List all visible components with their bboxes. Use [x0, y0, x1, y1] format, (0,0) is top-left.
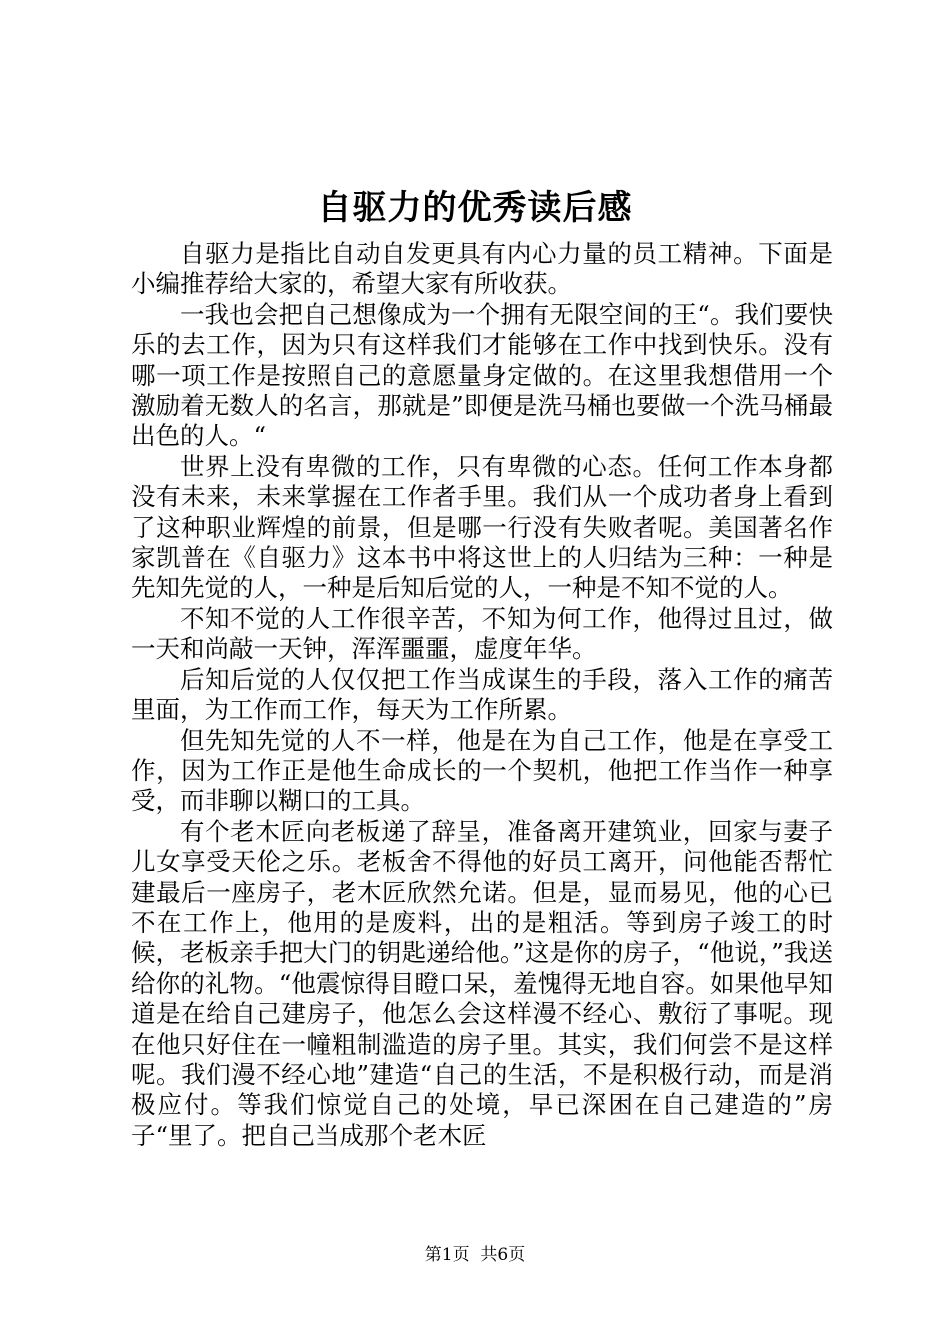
document-title: 自驱力的优秀读后感: [317, 188, 633, 228]
paragraph: 不知不觉的人工作很辛苦，不知为何工作，他得过且过，做一天和尚敲一天钟，浑浑噩噩，虚度年华。: [131, 603, 833, 664]
page-footer: [0, 1240, 950, 1265]
document-body: [131, 239, 833, 1151]
paragraph: 有个老木匠向老板递了辞呈，准备离开建筑业，回家与妻子儿女享受天伦之乐。老板舍不得他的好员工离开，问他能否帮忙建最后一座房子，老木匠欣然允诺。但是，显而易见，他的心已不在工作上，他用的是废料，出的是粗活。等到房子竣工的时候，老板亲手把大门的钥匙递给他。”这是你的房子，“他说，”我送给你的礼物。“他震惊得目瞪口呆，羞愧得无地自容。如果他早知道是在给自己建房子，他怎么会这样漫不经心、敷衍了事呢。现在他只好住在一幢粗制滥造的房子里。其实，我们何尝不是这样呢。我们漫不经心地”建造“自己的生活，不是积极行动，而是消极应付。等我们惊觉自己的处境，早已深困在自己建造的”房子“里了。把自己当成那个老木匠: [131, 816, 833, 1150]
paragraph: 后知后觉的人仅仅把工作当成谋生的手段，落入工作的痛苦里面，为工作而工作，每天为工作所累。: [131, 664, 833, 725]
paragraph: 但先知先觉的人不一样，他是在为自己工作，他是在享受工作，因为工作正是他生命成长的一个契机，他把工作当作一种享受，而非聊以糊口的工具。: [131, 725, 833, 816]
paragraph: 一我也会把自己想像成为一个拥有无限空间的王“。我们要快乐的去工作，因为只有这样我们才能够在工作中找到快乐。没有哪一项工作是按照自己的意愿量身定做的。在这里我想借用一个激励着无数人的名言，那就是”即便是洗马桶也要做一个洗马桶最出色的人。“: [131, 299, 833, 451]
page-number: 第1页 共6页: [424, 1245, 526, 1265]
paragraph: 自驱力是指比自动自发更具有内心力量的员工精神。下面是小编推荐给大家的，希望大家有所收获。: [131, 239, 833, 299]
paragraph: 世界上没有卑微的工作，只有卑微的心态。任何工作本身都没有未来，未来掌握在工作者手里。我们从一个成功者身上看到了这种职业辉煌的前景，但是哪一行没有失败者呢。美国著名作家凯普在《自驱力》这本书中将这世上的人归结为三种：一种是先知先觉的人，一种是后知后觉的人，一种是不知不觉的人。: [131, 451, 833, 603]
